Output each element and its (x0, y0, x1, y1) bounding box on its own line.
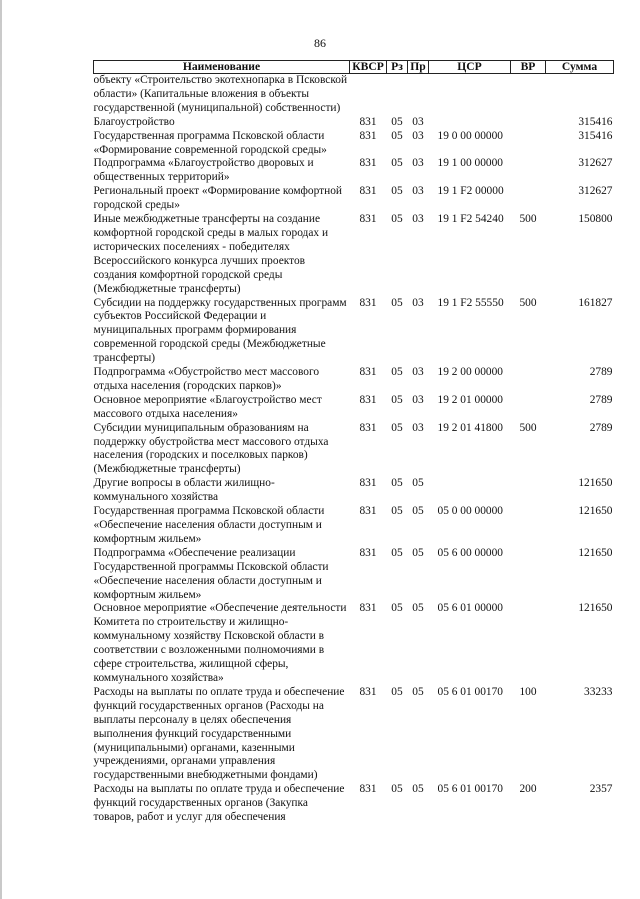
row-kvsr: 831 (359, 157, 377, 170)
row-rz: 05 (391, 546, 403, 559)
row-csr: 19 1 F2 00000 (437, 185, 504, 198)
row-vr: 500 (519, 296, 537, 309)
row-sum: 121650 (578, 477, 613, 490)
row-vr: 100 (519, 685, 537, 698)
table-row (94, 686, 614, 783)
row-sum: 315416 (578, 129, 613, 142)
budget-table (93, 60, 614, 825)
table-row (94, 297, 614, 367)
row-kvsr: 831 (359, 213, 377, 226)
row-kvsr: 831 (359, 366, 377, 379)
table-row (94, 116, 614, 130)
row-rz: 05 (391, 505, 403, 518)
row-kvsr: 831 (359, 393, 377, 406)
row-rz: 05 (391, 366, 403, 379)
row-csr: 05 6 01 00170 (437, 685, 503, 698)
table-row (94, 366, 614, 394)
row-sum: 121650 (578, 505, 613, 518)
row-kvsr: 831 (359, 685, 377, 698)
header-csr: ЦСР (429, 61, 511, 74)
row-pr: 05 (412, 505, 424, 518)
row-name: Основное мероприятие «Благоустройство мест массового отдыха населения» (93, 393, 322, 420)
row-name: объекту «Строительство экотехнопарка в Псковской области» (Капитальные вложения в объекты государственной (муниципальной) собственности) (93, 74, 348, 114)
row-rz: 05 (391, 213, 403, 226)
row-csr: 05 6 01 00170 (437, 783, 503, 796)
row-sum: 2357 (589, 783, 613, 796)
row-pr: 05 (412, 783, 424, 796)
row-pr: 03 (412, 185, 424, 198)
header-vr: ВР (511, 61, 546, 74)
table-row (94, 157, 614, 185)
row-csr: 05 6 01 00000 (437, 602, 503, 615)
row-name: Региональный проект «Формирование комфортной городской среды» (93, 185, 343, 212)
row-pr: 05 (412, 477, 424, 490)
row-pr: 03 (412, 366, 424, 379)
table-row (94, 185, 614, 213)
row-rz: 05 (391, 477, 403, 490)
row-sum: 161827 (578, 296, 613, 309)
table-row (94, 602, 614, 685)
row-vr (511, 74, 546, 116)
row-csr (429, 74, 511, 116)
row-kvsr: 831 (359, 546, 377, 559)
row-vr (511, 394, 546, 422)
row-rz: 05 (391, 685, 403, 698)
row-vr (511, 130, 546, 158)
row-pr: 03 (412, 157, 424, 170)
row-pr: 03 (412, 115, 424, 128)
table-body (94, 74, 614, 825)
row-vr (511, 366, 546, 394)
row-vr: 500 (519, 213, 537, 226)
row-csr: 05 6 00 00000 (437, 546, 503, 559)
row-rz: 05 (391, 393, 403, 406)
row-pr: 03 (412, 129, 424, 142)
row-sum: 2789 (589, 393, 613, 406)
row-csr: 19 2 00 00000 (437, 366, 503, 379)
row-kvsr (350, 74, 387, 116)
row-pr: 05 (412, 602, 424, 615)
row-vr (511, 185, 546, 213)
row-kvsr: 831 (359, 185, 377, 198)
row-sum: 315416 (578, 115, 613, 128)
row-name: Другие вопросы в области жилищно-коммунального хозяйства (93, 477, 275, 504)
row-sum: 121650 (578, 546, 613, 559)
table-row (94, 547, 614, 603)
row-name: Субсидии на поддержку государственных программ субъектов Российской Федерации и муниципальных программ формирования современной городской среды (Межбюджетные трансферты) (93, 296, 347, 365)
row-name: Благоустройство (93, 115, 175, 128)
row-pr: 05 (412, 685, 424, 698)
row-pr: 03 (412, 421, 424, 434)
row-rz: 05 (391, 115, 403, 128)
row-sum: 2789 (589, 366, 613, 379)
row-pr: 03 (412, 213, 424, 226)
row-rz: 05 (391, 602, 403, 615)
row-rz: 05 (391, 421, 403, 434)
row-sum: 33233 (584, 685, 613, 698)
row-pr (408, 74, 429, 116)
row-kvsr: 831 (359, 602, 377, 615)
row-csr (429, 116, 511, 130)
row-csr: 19 0 00 00000 (437, 129, 503, 142)
page-number: 86 (314, 36, 326, 50)
row-name: Подпрограмма «Благоустройство дворовых и общественных территорий» (93, 157, 314, 184)
row-csr: 19 2 01 00000 (437, 393, 503, 406)
table-row (94, 422, 614, 478)
row-name: Расходы на выплаты по оплате труда и обеспечение функций государственных органов (Расходы на выплаты персоналу в целях обеспечения выполнения функций государственными (муниципальными) органами, казенными учреждениями, органами управления государственными внебюджетными фондами) (93, 685, 345, 782)
header-sum: Сумма (546, 61, 614, 74)
row-csr: 19 1 00 00000 (437, 157, 503, 170)
row-name: Государственная программа Псковской области «Обеспечение населения области доступным и комфортным жильем» (93, 505, 325, 545)
row-kvsr: 831 (359, 477, 377, 490)
row-name: Подпрограмма «Обеспечение реализации Государственной программы Псковской области «Обеспечение населения области доступным и комфортным жильем» (93, 546, 329, 601)
row-sum: 312627 (578, 185, 613, 198)
row-kvsr: 831 (359, 115, 377, 128)
header-name: Наименование (94, 61, 350, 74)
table-header (94, 61, 614, 74)
row-sum: 2789 (589, 421, 613, 434)
row-pr: 03 (412, 296, 424, 309)
row-vr (511, 547, 546, 603)
row-vr (511, 157, 546, 185)
row-name: Государственная программа Псковской области «Формирование современной городской среды» (93, 129, 327, 156)
row-rz (387, 74, 408, 116)
row-rz: 05 (391, 157, 403, 170)
row-name: Основное мероприятие «Обеспечение деятельности Комитета по строительству и жилищно-коммунальному хозяйству Псковской области в соответствии с возложенными полномочиями в сфере строительства, жилищной сферы, коммунального хозяйства» (93, 602, 347, 684)
row-pr: 05 (412, 546, 424, 559)
row-vr (511, 505, 546, 547)
page-scan-edge (0, 0, 2, 899)
row-vr (511, 602, 546, 685)
row-pr: 03 (412, 393, 424, 406)
header-kvsr: КВСР (350, 61, 387, 74)
row-vr (511, 116, 546, 130)
table-row (94, 505, 614, 547)
row-vr: 200 (519, 783, 537, 796)
row-csr: 19 2 01 41800 (437, 421, 503, 434)
row-csr: 05 0 00 00000 (437, 505, 503, 518)
table-row (94, 783, 614, 825)
row-kvsr: 831 (359, 129, 377, 142)
row-vr (511, 477, 546, 505)
table-row (94, 130, 614, 158)
row-kvsr: 831 (359, 421, 377, 434)
row-sum: 312627 (578, 157, 613, 170)
row-rz: 05 (391, 783, 403, 796)
row-name: Подпрограмма «Обустройство мест массового отдыха населения (городских парков)» (93, 366, 320, 392)
header-rz: Рз (387, 61, 408, 74)
row-csr: 19 1 F2 54240 (437, 213, 504, 226)
row-name: Субсидии муниципальным образованиям на поддержку обустройства мест массового отдыха населения (городских и поселковых парков) (Межбюджетные трансферты) (93, 421, 329, 476)
table-row (94, 74, 614, 116)
row-sum: 150800 (578, 213, 613, 226)
header-pr: Пр (408, 61, 429, 74)
table-row (94, 477, 614, 505)
row-sum: 121650 (578, 602, 613, 615)
row-kvsr: 831 (359, 296, 377, 309)
row-kvsr: 831 (359, 783, 377, 796)
row-csr (429, 477, 511, 505)
row-csr: 19 1 F2 55550 (437, 296, 504, 309)
table-row (94, 213, 614, 296)
row-name: Расходы на выплаты по оплате труда и обеспечение функций государственных органов (Закупка товаров, работ и услуг для обеспечения (93, 783, 345, 824)
row-rz: 05 (391, 296, 403, 309)
row-name: Иные межбюджетные трансферты на создание комфортной городской среды в малых городах и исторических поселениях - победителях Всероссийского конкурса лучших проектов создания комфортной городской среды (Межбюджетные трансферты) (93, 213, 329, 295)
row-vr: 500 (519, 421, 537, 434)
row-rz: 05 (391, 129, 403, 142)
row-kvsr: 831 (359, 505, 377, 518)
row-sum (546, 74, 614, 116)
row-rz: 05 (391, 185, 403, 198)
table-row (94, 394, 614, 422)
